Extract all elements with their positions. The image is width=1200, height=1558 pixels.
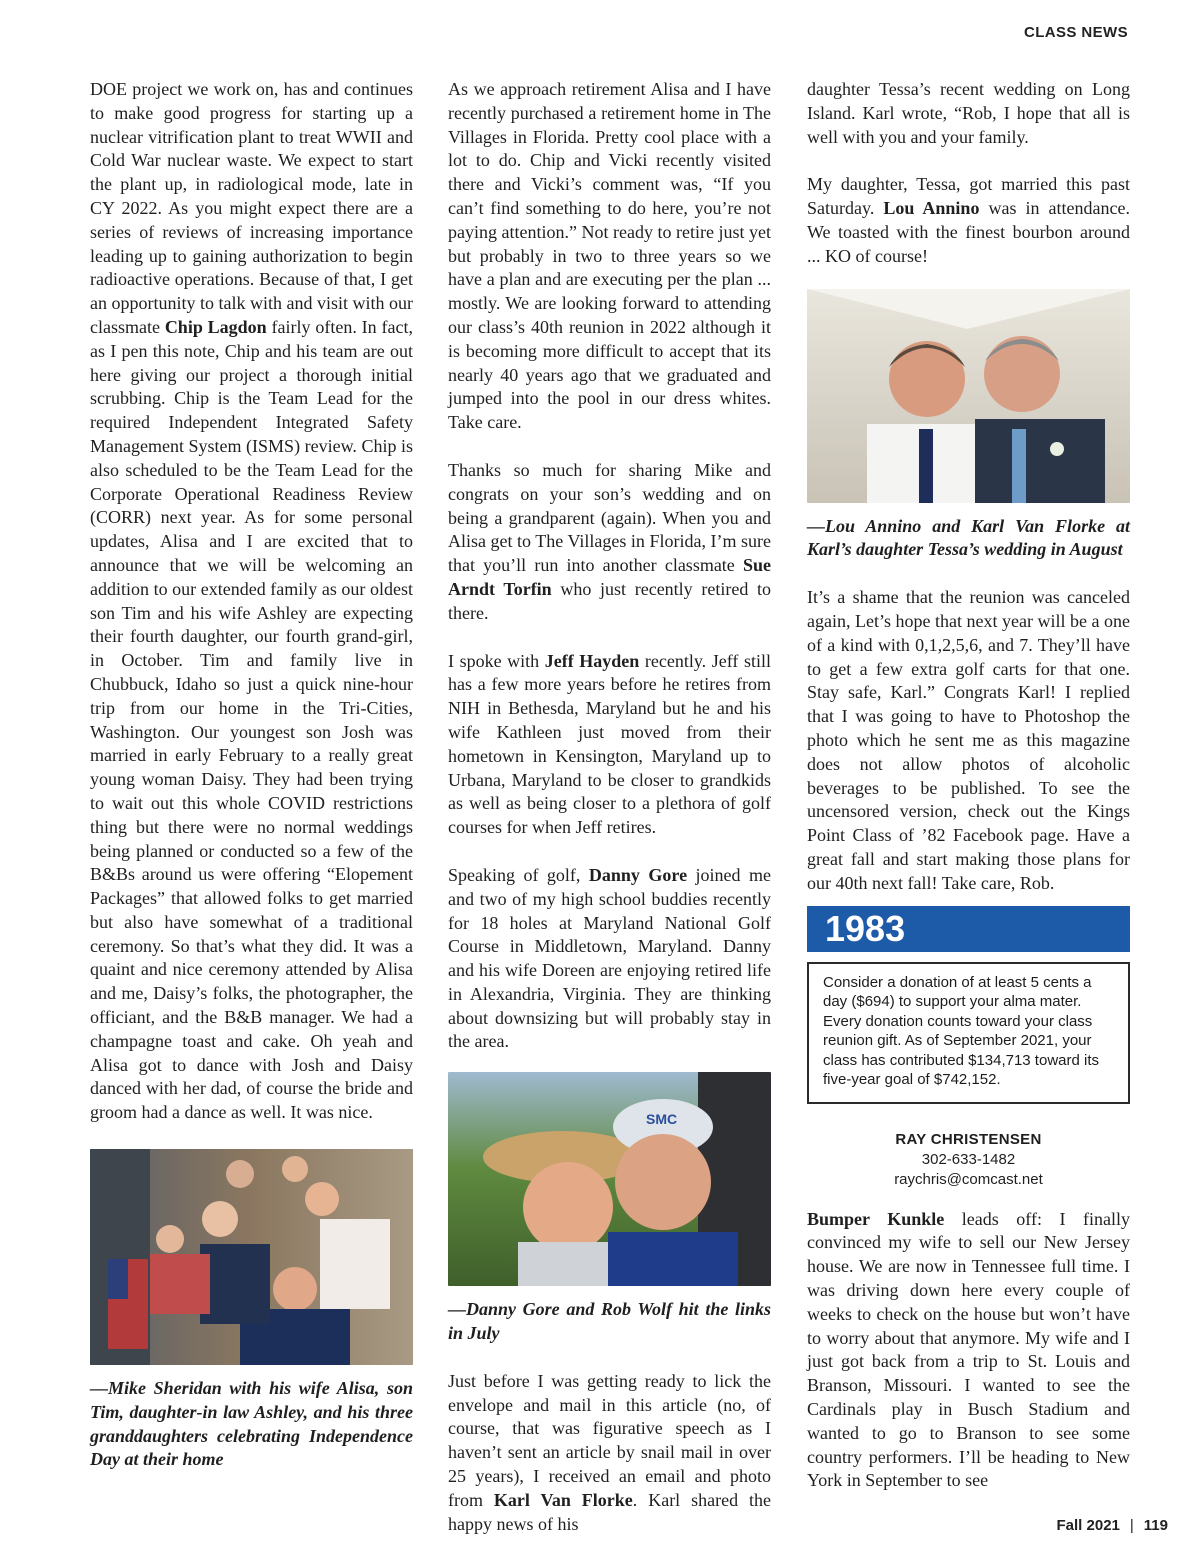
col3-paragraph-2: My daughter, Tessa, got married this past Saturday. Lou Annino was in attendance. We toasted with the finest bourbon around ... KO of course! — [807, 174, 1130, 266]
contact-email: raychris@comcast.net — [894, 1170, 1043, 1188]
col1-paragraph-1: DOE project we work on, has and continues to make good progress for starting up a nuclear vitrification plant to treat WWII and Cold War nuclear waste. We expect to start the plant up, in radiological mode, late in CY 2022. As you might expect there are a series of reviews of increasing importance leading up to gaining authorization to begin radioactive operations. Because of that, I get an opportunity to talk with and visit with our classmate Chip Lagdon fairly often. In fact, as I pen this note, Chip and his team are out here giving our project a thorough initial scrubbing. Chip is the Team Lead for the required Independent Integrated Safety Management System (ISMS) review. Chip is also scheduled to be the Team Lead for the Corporate Operational Readiness Review (CORR) next year. As for some personal updates, Alisa and I are excited that to announce that we will be welcoming an addition to our extended family as our oldest son Tim and his wife Ashley are expecting their fourth daughter, our fourth grand-girl, in October. Tim and family live in Chubbuck, Idaho so just a quick nine-hour trip from our home in the Tri-Cities, Washington. Our youngest son Josh was married in early February to a really great young woman Daisy. They had been trying to wait out this whole COVID restrictions thing but there were no normal weddings being planned or conducted so a few of the B&Bs around us were offering “Elopement Packages” that allowed folks to get married but also have somewhat of a traditional ceremony. So that’s what they did. It was a quaint and nice ceremony attended by Alisa and me, Daisy’s folks, the photographer, the officiant, and the B&B manager. We had a champagne toast and cake. Oh yeah and Alisa got to dance with Josh and Daisy danced with her dad, of course the bride and groom had a dance as well. It was nice. — [90, 79, 413, 1123]
col2-paragraph-5: Just before I was getting ready to lick the envelope and mail in this article (no, of course, that was figurative speech as I haven’t sent an article by snail mail in over 25 years), I received an email and photo from Karl Van Florke. Karl shared the happy news of his — [448, 1370, 771, 1534]
page-footer — [1057, 1517, 1169, 1534]
classmate-name: Karl Van Florke — [493, 1489, 633, 1510]
col2-paragraph-3: I spoke with Jeff Hayden recently. Jeff still has a few more years before he retires from NIH in Bethesda, Maryland but he and his wife Kathleen just moved from their hometown in Kensington, Maryland up to Urbana, Maryland to be closer to grandkids as well as being closer to a plethora of golf courses for when Jeff retires. — [448, 650, 771, 838]
column-1 — [90, 78, 413, 1496]
col3-paragraph-4: Bumper Kunkle leads off: I finally convinced my wife to sell our New Jersey house. We are now in Tennessee full time. I was driving down here every couple of weeks to check on the house but won’t have to worry about that anymore. My wife and I just got back from a trip to St. Louis and Branson, Missouri. I wanted to see the Cardinals play in Busch Stadium and wanted to go to Branson to see some country performers. I’ll be heading to New York in September to see — [807, 1208, 1130, 1491]
wedding-photo — [807, 289, 1130, 503]
section-label: CLASS NEWS — [1023, 24, 1128, 41]
classmate-name: Jeff Hayden — [544, 650, 640, 671]
classmate-name: Sue Arndt Torfin — [448, 555, 771, 599]
column-3 — [807, 78, 1130, 1493]
col3-paragraph-3: It’s a shame that the reunion was canceled again, Let’s hope that next year will be a one of a kind with 0,1,2,5,6, and 7. They’ll have to get a few extra golf carts for that one. Stay safe, Karl.” Congrats Karl! I replied that I was going to have to Photoshop the photo which he sent me as this magazine does not allow photos of alcoholic beverages to be published. To see the uncensored version, check out the Kings Point Class of ’82 Facebook page. Have a great fall and start making those plans for our 40th next fall! Take care, Rob. — [807, 587, 1130, 893]
classmate-name: Lou Annino — [883, 198, 980, 219]
wedding-photo-caption: —Lou Annino and Karl Van Florke at Karl’s daughter Tessa’s wedding in August — [807, 515, 1130, 560]
class-year-banner: 1983 — [807, 906, 1130, 952]
cap-badge-text: SMC — [646, 1111, 678, 1128]
golf-photo-caption: —Danny Gore and Rob Wolf hit the links in July — [448, 1299, 771, 1344]
col2-paragraph-4: Speaking of golf, Danny Gore joined me and two of my high school buddies recently for 18 holes at Maryland National Golf Course in Middletown, Maryland. Danny and his wife Doreen are enjoying retired life in Alexandria, Virginia. They are thinking about downsizing but will probably stay in the area. — [448, 864, 771, 1052]
col3-paragraph-1: daughter Tessa’s recent wedding on Long Island. Karl wrote, “Rob, I hope that all is well with you and your family. — [807, 79, 1130, 147]
issue-label: Fall 2021 — [1056, 1517, 1120, 1534]
classmate-name: Chip Lagdon — [164, 316, 267, 337]
class-contact — [807, 1130, 1130, 1190]
page-number: 119 — [1143, 1517, 1168, 1534]
classmate-name: Danny Gore — [588, 864, 688, 885]
family-photo — [90, 1149, 413, 1365]
footer-separator: | — [1129, 1517, 1134, 1534]
col2-paragraph-2: Thanks so much for sharing Mike and congrats on your son’s wedding and on being a grandparent (again). When you and Alisa get to The Villages in Florida, I’m sure that you’ll run into another classmate Sue Arndt Torfin who just recently retired to there. — [448, 459, 771, 623]
column-2 — [448, 78, 771, 1536]
golf-photo — [448, 1072, 771, 1286]
contact-phone: 302-633-1482 — [921, 1150, 1016, 1168]
classmate-name: Bumper Kunkle — [807, 1208, 945, 1229]
contact-name: RAY CHRISTENSEN — [895, 1130, 1042, 1148]
donation-box: Consider a donation of at least 5 cents a day ($694) to support your alma mater. Every donation counts toward your class reunion gift. As of September 2021, your class has contributed $134,713 toward its five-year goal of $742,152. — [807, 962, 1130, 1104]
family-photo-caption: —Mike Sheridan with his wife Alisa, son Tim, daughter-in law Ashley, and his three granddaughters celebrating Independence Day at their home — [90, 1378, 413, 1470]
col2-paragraph-1: As we approach retirement Alisa and I have recently purchased a retirement home in The Villages in Florida. Pretty cool place with a lot to do. Chip and Vicki recently visited there and Vicki’s comment was, “If you can’t find something to do here, you’re not paying attention.” Not ready to retire just yet but probably in two to three years so we have a plan and are executing per the plan ... mostly. We are looking forward to attending our class’s 40th reunion in 2022 although it is becoming more difficult to accept that its nearly 40 years ago that we graduated and jumped into the pool in our dress whites. Take care. — [448, 79, 771, 433]
